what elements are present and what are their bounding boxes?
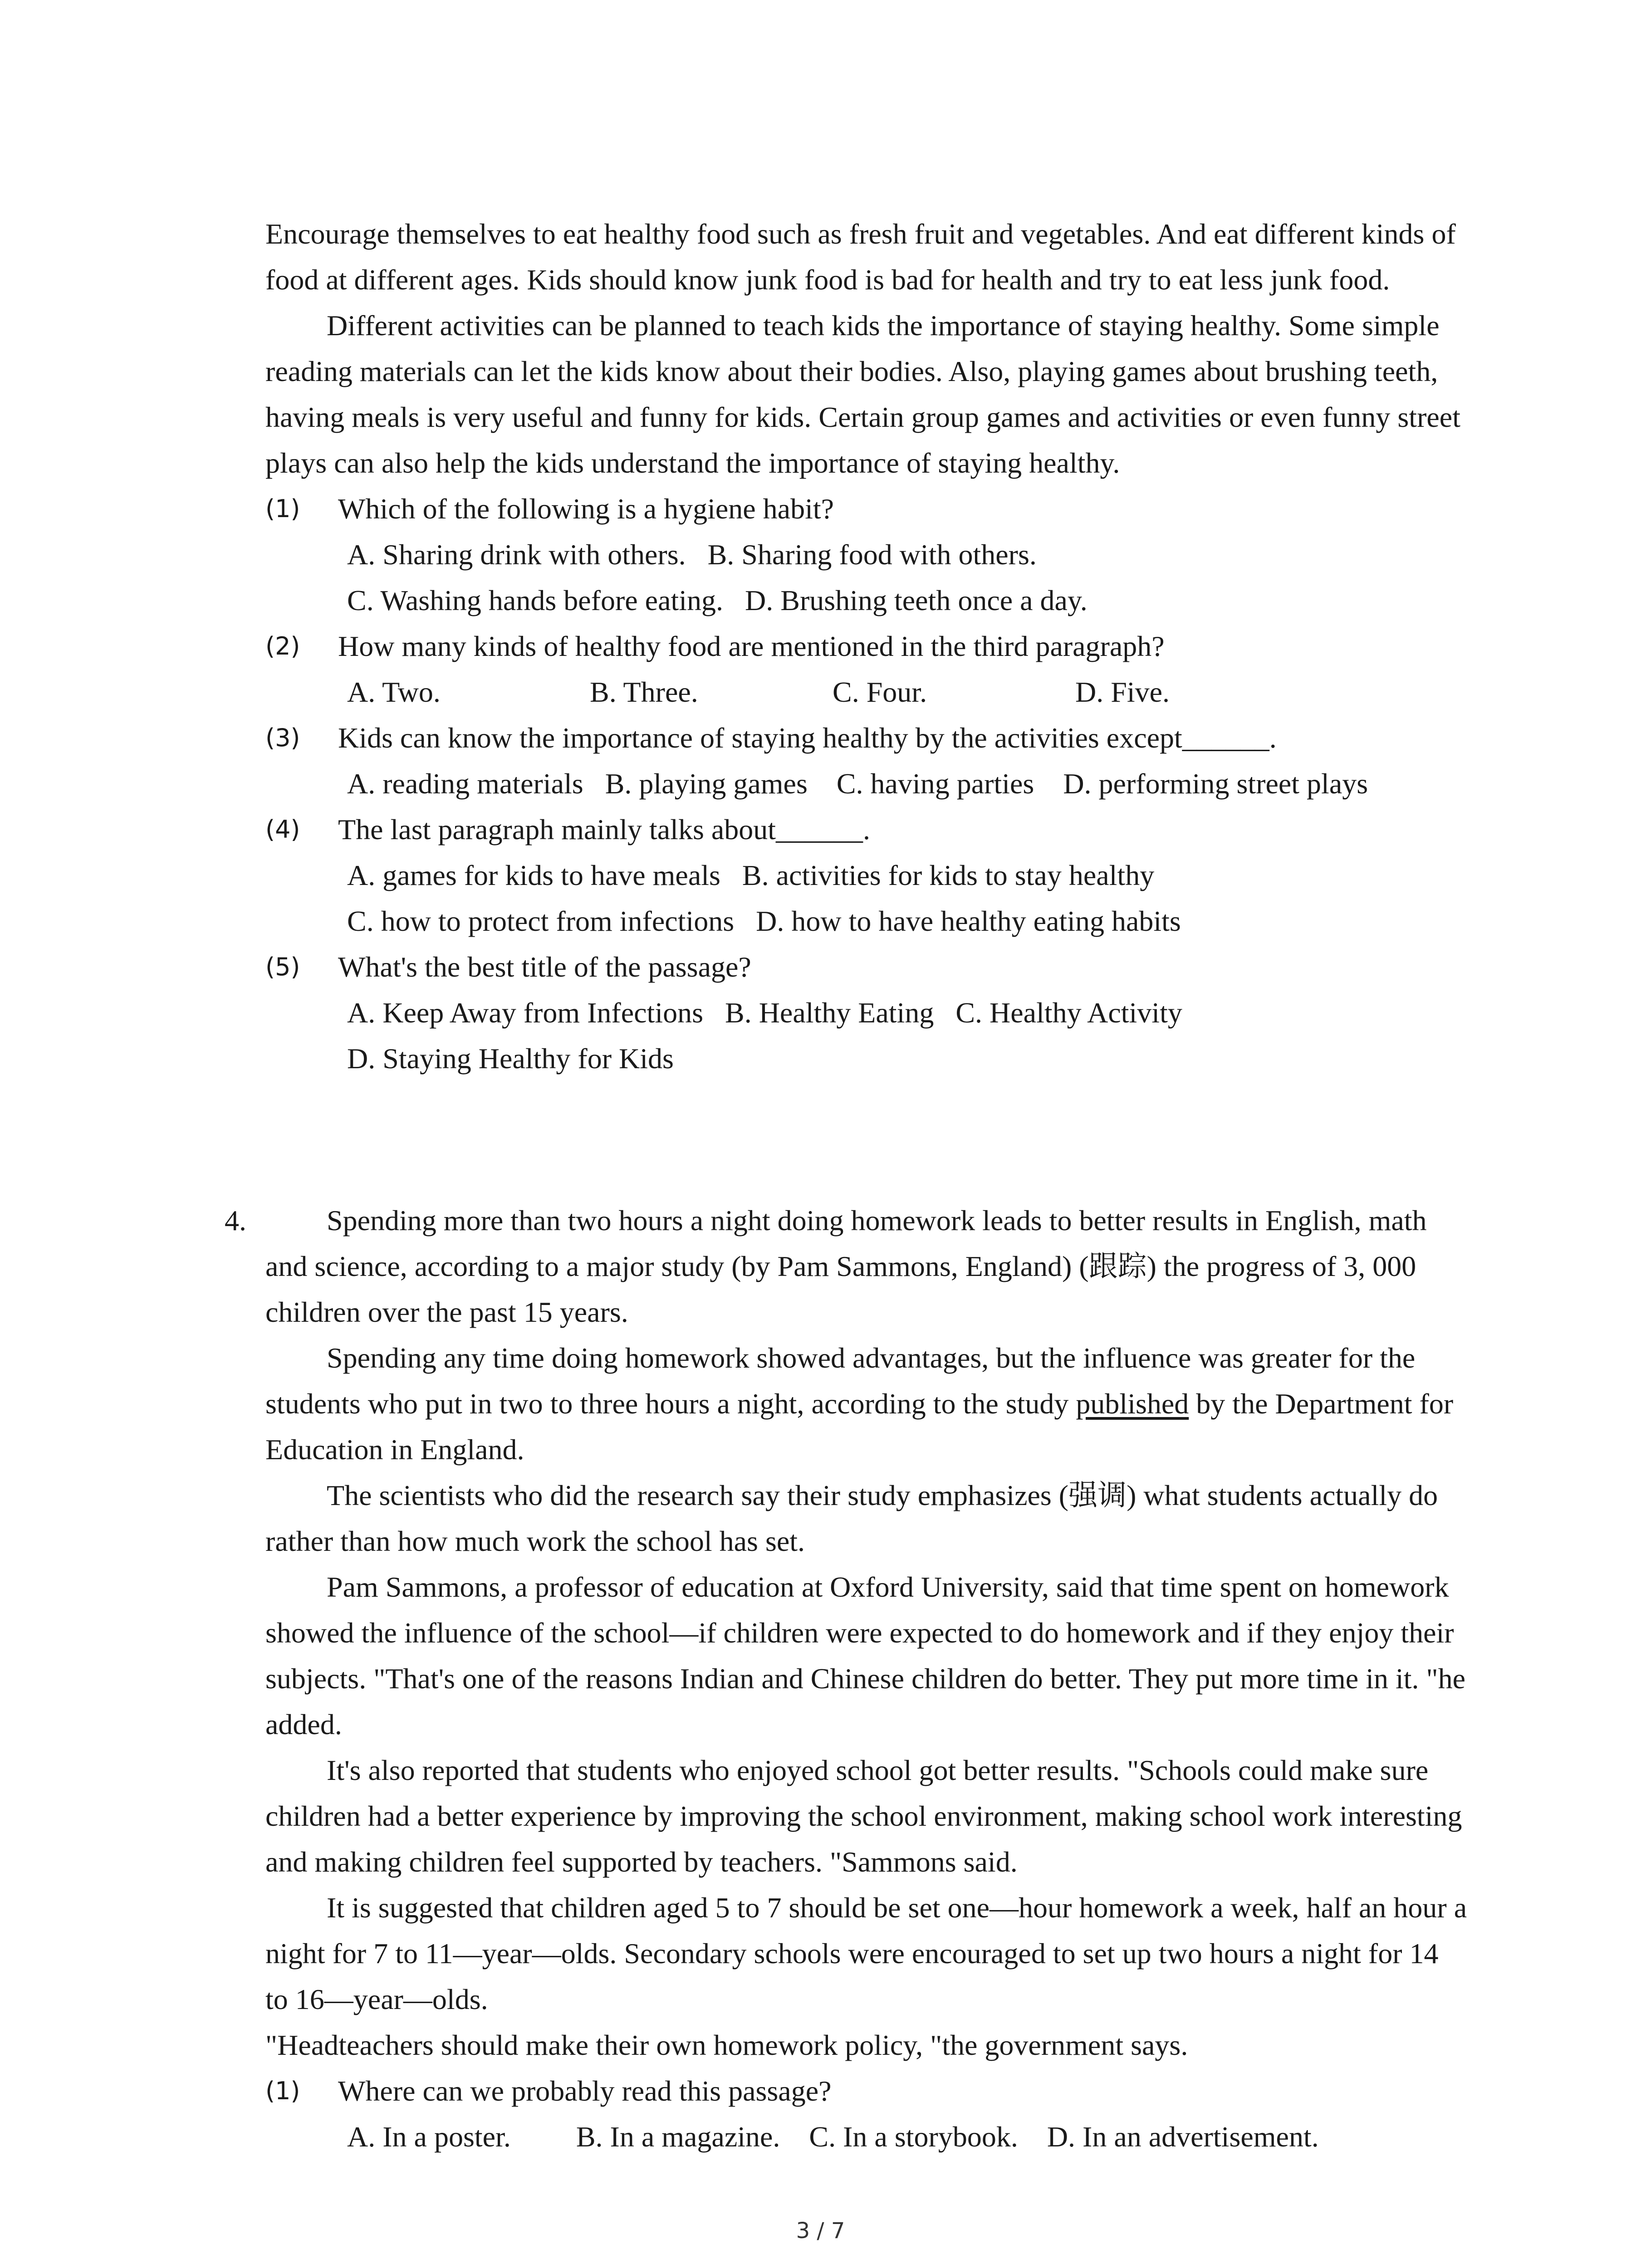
question-number: (4)	[265, 815, 300, 844]
question-4-1-options: A. In a poster. B. In a magazine. C. In a storybook. D. In an advertisement.	[347, 2121, 1319, 2153]
question-3-4	[265, 807, 1468, 852]
paragraph-2-text-after: by the Department for Education in England.	[265, 1388, 1454, 1466]
option-d: D. Five.	[1075, 676, 1170, 708]
question-text: Which of the following is a hygiene habit?	[338, 493, 834, 525]
question-number: (1)	[265, 2077, 300, 2105]
question-3-5-options-line-1: A. Keep Away from Infections B. Healthy Eating C. Healthy Activity	[347, 997, 1182, 1029]
passage-4-paragraph-4: Pam Sammons, a professor of education at Oxford University, said that time spent on homework showed the influence of the school—if children were expected to do homework and if they enjoy their subjects. "That's one of the reasons Indian and Chinese children do better. They put more time in it. "he added.	[265, 1571, 1466, 1740]
question-text: Where can we probably read this passage?	[338, 2075, 832, 2107]
question-3-5-options-line-2: D. Staying Healthy for Kids	[347, 1042, 674, 1075]
question-3-4-options-line-2: C. how to protect from infections D. how to have healthy eating habits	[347, 905, 1181, 937]
question-4-1	[265, 2068, 1468, 2114]
passage-4-paragraph-2	[265, 1335, 1468, 1472]
passage-4-paragraph-7: "Headteachers should make their own homework policy, "the government says.	[265, 2029, 1188, 2061]
passage-4-number: 4.	[225, 1204, 246, 1237]
question-text: The last paragraph mainly talks about______.	[338, 813, 871, 846]
question-3-5	[265, 944, 1468, 990]
passage-4-paragraph-1: Spending more than two hours a night doing homework leads to better results in English, math and science, according to a major study (by Pam Sammons, England) (跟踪) the progress of 3, 000 children over the past 15 years.	[265, 1204, 1427, 1328]
question-3-1-options-line-2: C. Washing hands before eating. D. Brushing teeth once a day.	[347, 584, 1087, 616]
underlined-word-published: published	[1076, 1388, 1189, 1420]
question-3-3-options: A. reading materials B. playing games C. having parties D. performing street plays	[347, 767, 1368, 800]
question-3-4-options-line-1: A. games for kids to have meals B. activities for kids to stay healthy	[347, 859, 1155, 891]
passage-4-paragraph-5: It's also reported that students who enjoyed school got better results. "Schools could make sure children had a better experience by improving the school environment, making school work interesting and making children feel supported by teachers. "Sammons said.	[265, 1754, 1462, 1878]
paragraph-2-text-before: Spending any time doing homework showed advantages, but the influence was greater for the students who put in two to three hours a night, according to the study	[265, 1342, 1416, 1420]
option-b: B. Three.	[590, 676, 698, 708]
option-c: C. Four.	[833, 676, 927, 708]
question-3-2	[265, 623, 1468, 669]
passage-3-paragraph-1: Encourage themselves to eat healthy food such as fresh fruit and vegetables. And eat different kinds of food at different ages. Kids should know junk food is bad for health and try to eat less junk food.	[265, 218, 1456, 296]
passage-4-paragraph-6: It is suggested that children aged 5 to 7 should be set one—hour homework a week, half an hour a night for 7 to 11—year—olds. Secondary schools were encouraged to set up two hours a night for 14 to 16—year—olds.	[265, 1892, 1467, 2015]
question-number: (5)	[265, 953, 300, 981]
passage-4-paragraph-3: The scientists who did the research say their study emphasizes (强调) what students actually do rather than how much work the school has set.	[265, 1479, 1438, 1557]
question-3-1	[265, 486, 1468, 532]
passage-3-paragraph-2: Different activities can be planned to teach kids the importance of staying healthy. Some simple reading materials can let the kids know about their bodies. Also, playing games about brushing teeth, having meals is very useful and funny for kids. Certain group games and activities or even funny street plays can also help the kids understand the importance of staying healthy.	[265, 309, 1460, 479]
question-3-1-options-line-1: A. Sharing drink with others. B. Sharing food with others.	[347, 538, 1037, 571]
question-3-3	[265, 715, 1468, 761]
page-number: 3 / 7	[796, 2218, 845, 2244]
question-text: How many kinds of healthy food are mentioned in the third paragraph?	[338, 630, 1165, 662]
question-text: Kids can know the importance of staying healthy by the activities except______.	[338, 722, 1277, 754]
passage-3-body	[265, 211, 1468, 1081]
passage-4-body	[265, 1198, 1468, 2160]
option-a: A. Two.	[347, 676, 441, 708]
question-number: (3)	[265, 723, 300, 752]
question-text: What's the best title of the passage?	[338, 951, 751, 983]
question-number: (2)	[265, 632, 300, 660]
question-3-2-options	[265, 669, 1468, 715]
question-number: (1)	[265, 494, 300, 523]
